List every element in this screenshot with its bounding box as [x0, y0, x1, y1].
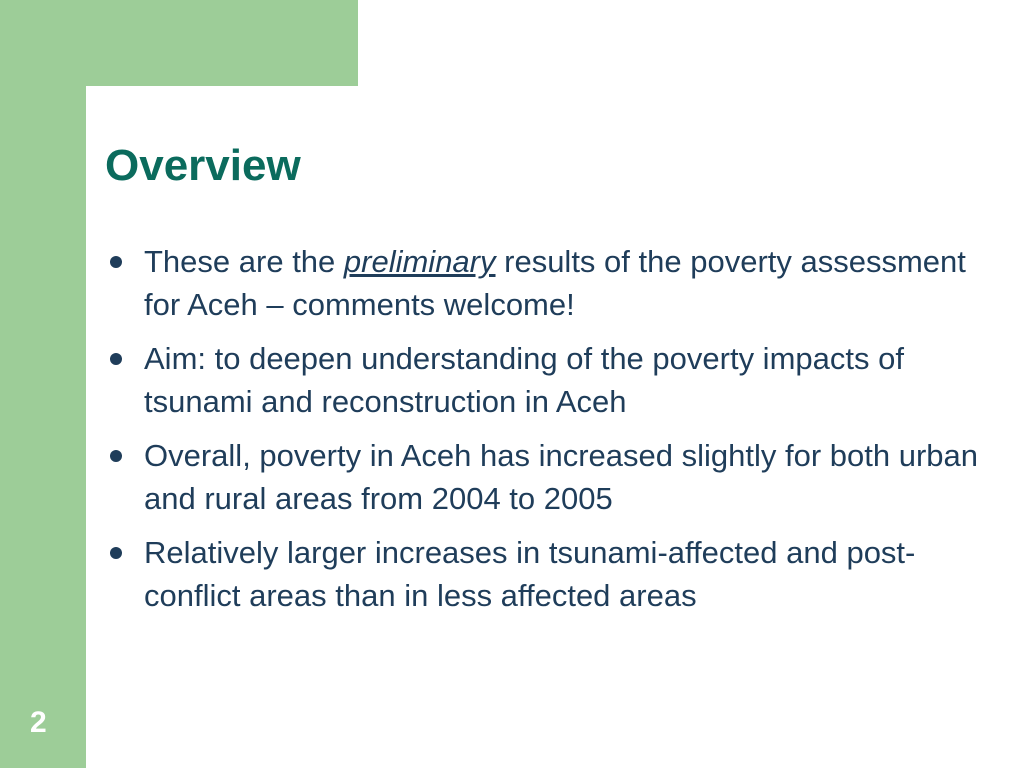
bullet-dot-icon [110, 450, 122, 462]
bullet-text: Aim: to deepen understanding of the poverty impacts of tsunami and reconstruction in Aceh [144, 341, 904, 419]
page-number: 2 [30, 706, 47, 739]
bullet-dot-icon [110, 353, 122, 365]
bullet-item [105, 531, 985, 617]
bullet-item [105, 337, 985, 423]
bullet-dot-icon [110, 547, 122, 559]
bullet-dot-icon [110, 256, 122, 268]
slide-title: Overview [105, 141, 301, 190]
bullet-text-end: results of the poverty assessment for Aceh – comments welcome! [144, 244, 966, 322]
bullet-text: Overall, poverty in Aceh has increased slightly for both urban and rural areas from 2004 to 2005 [144, 438, 979, 516]
bullet-item [105, 240, 985, 326]
emphasized-word: preliminary [343, 244, 496, 279]
left-accent-band [0, 0, 86, 768]
top-accent-band [0, 0, 358, 86]
bullet-list [105, 240, 985, 628]
bullet-item [105, 434, 985, 520]
bullet-text: Relatively larger increases in tsunami-affected and post-conflict areas than in less affected areas [144, 535, 916, 613]
bullet-text-start: These are the [144, 244, 344, 279]
